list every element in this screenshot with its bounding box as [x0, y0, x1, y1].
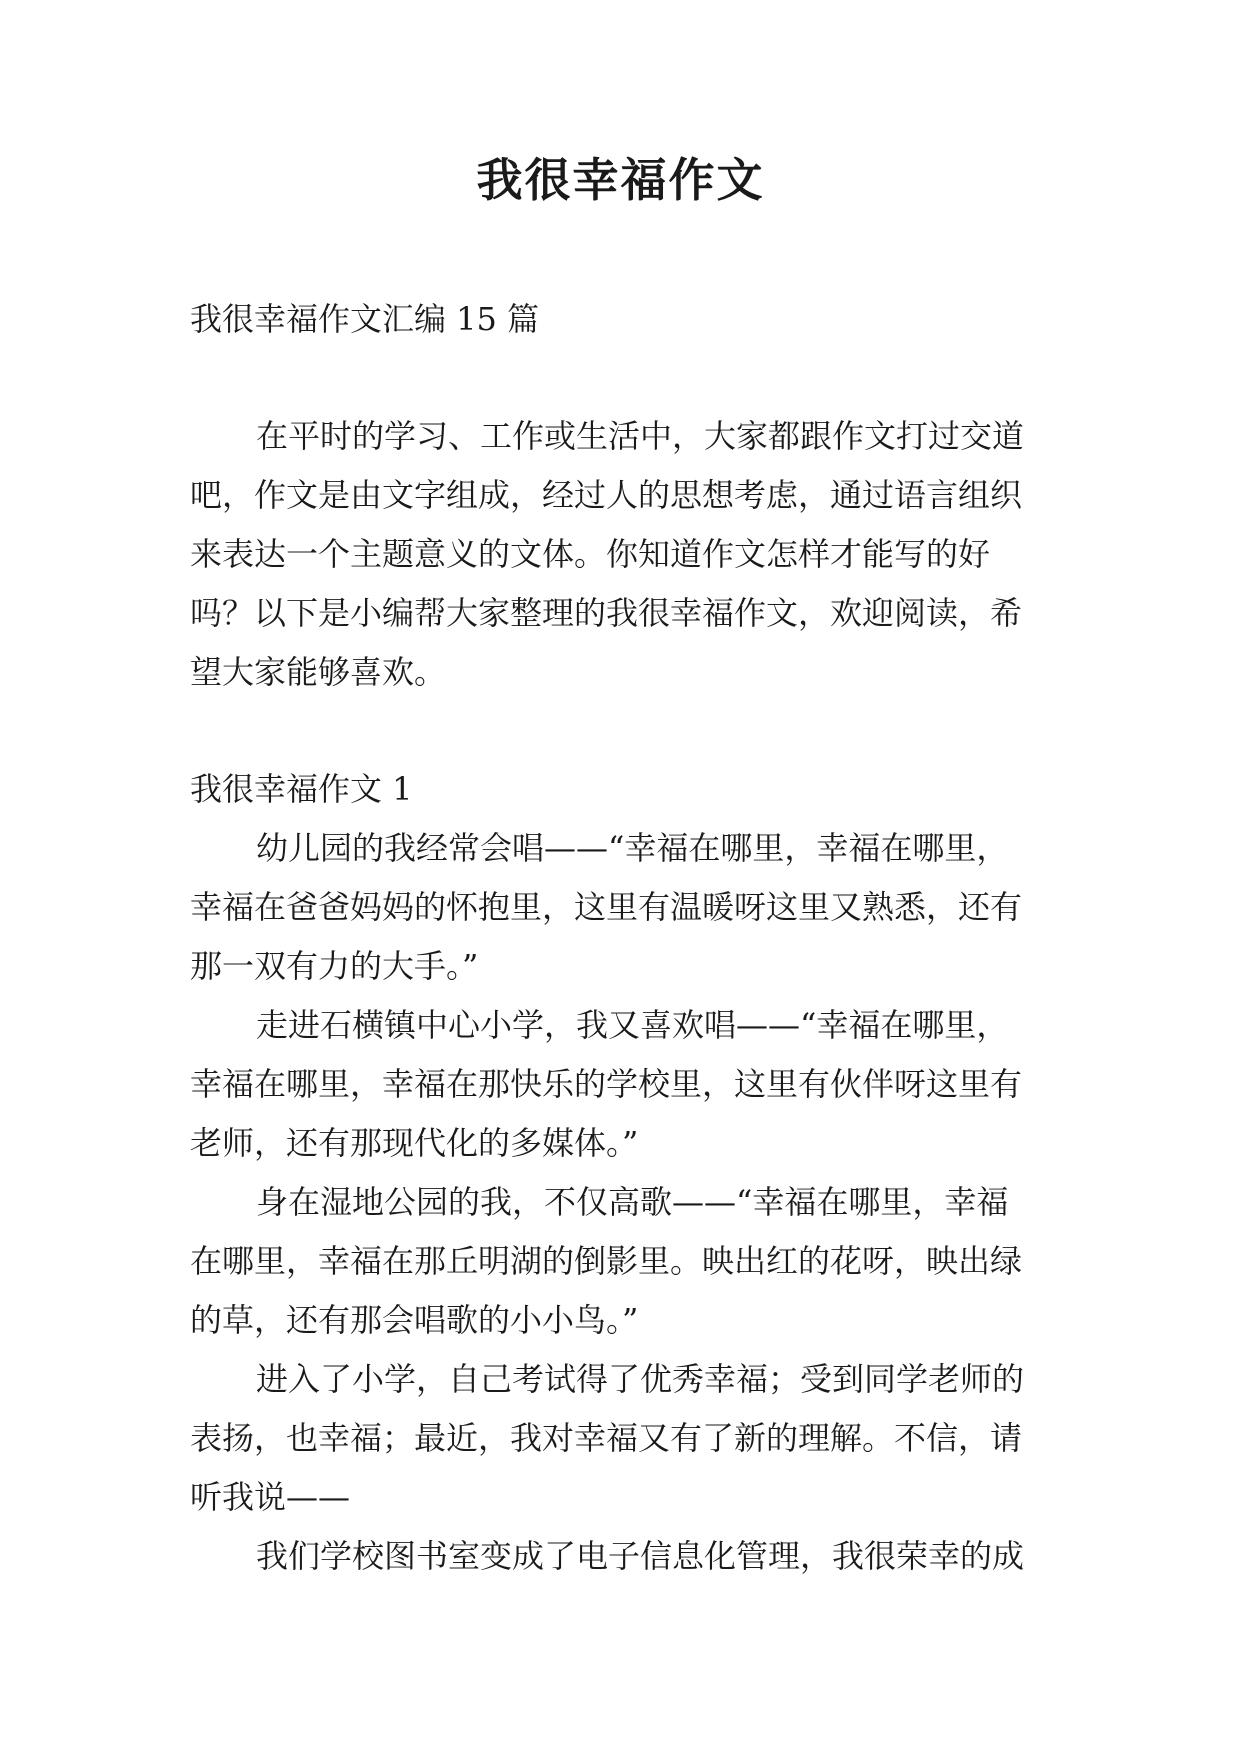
paragraph-line: 来表达一个主题意义的文体。你知道作文怎样才能写的好 — [190, 535, 991, 573]
paragraph-line: 老师，还有那现代化的多媒体。” — [190, 1124, 639, 1162]
paragraph-line: 望大家能够喜欢。 — [190, 653, 447, 691]
paragraph-line: 听我说—— — [190, 1478, 351, 1516]
document-body — [190, 290, 1060, 1586]
document-title: 我很幸福作文 — [476, 153, 765, 207]
intro-paragraph — [190, 407, 1060, 702]
document-subtitle: 我很幸福作文汇编 15 篇 — [190, 300, 540, 338]
paragraph-line: 在平时的学习、工作或生活中，大家都跟作文打过交道 — [256, 417, 1025, 455]
paragraph-line: 幸福在爸爸妈妈的怀抱里，这里有温暖呀这里又熟悉，还有 — [190, 888, 1023, 926]
paragraph-line: 进入了小学，自己考试得了优秀幸福；受到同学老师的 — [256, 1360, 1025, 1398]
paragraph-line: 幸福在哪里，幸福在那快乐的学校里，这里有伙伴呀这里有 — [190, 1065, 1023, 1103]
paragraph-line: 我们学校图书室变成了电子信息化管理，我很荣幸的成 — [256, 1537, 1025, 1575]
paragraph-line: 身在湿地公园的我，不仅高歌——“幸福在哪里，幸福 — [256, 1183, 1009, 1221]
paragraph-line: 那一双有力的大手。” — [190, 947, 479, 985]
paragraph-line: 幼儿园的我经常会唱——“幸福在哪里，幸福在哪里， — [256, 829, 1009, 867]
paragraph-line: 在哪里，幸福在那丘明湖的倒影里。映出红的花呀，映出绿 — [190, 1242, 1023, 1280]
paragraph-line: 的草，还有那会唱歌的小小鸟。” — [190, 1301, 639, 1339]
paragraph-line: 表扬，也幸福；最近，我对幸福又有了新的理解。不信，请 — [190, 1419, 1023, 1457]
section-heading: 我很幸福作文 1 — [190, 770, 413, 808]
paragraph-line: 吗？以下是小编帮大家整理的我很幸福作文，欢迎阅读，希 — [190, 594, 1023, 632]
essay-body — [190, 819, 1060, 1586]
paragraph-line: 吧，作文是由文字组成，经过人的思想考虑，通过语言组织 — [190, 476, 1023, 514]
paragraph-line: 走进石横镇中心小学，我又喜欢唱——“幸福在哪里， — [256, 1006, 1009, 1044]
